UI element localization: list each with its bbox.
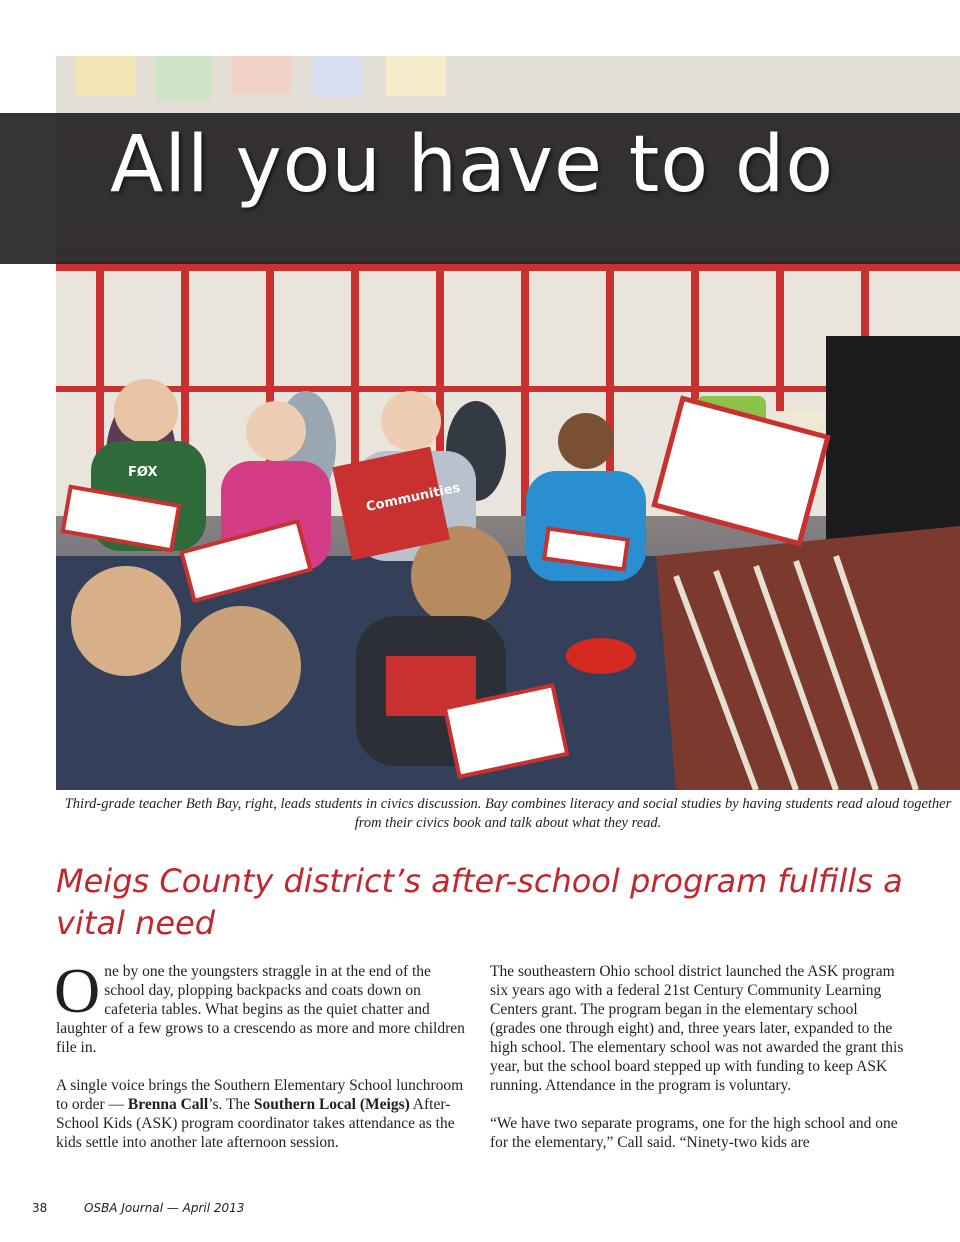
journal-footer: OSBA Journal — April 2013 bbox=[84, 1201, 245, 1215]
shirt-logo-text: FØX bbox=[128, 465, 158, 480]
paragraph-text: After-School Kids (ASK) program coordinator takes attendance as the kids settle into another late afternoon session. bbox=[56, 1096, 455, 1151]
district-name: Southern Local (Meigs) bbox=[253, 1096, 410, 1113]
paragraph-text: ’s. The bbox=[208, 1096, 254, 1113]
book-title-text: Communities bbox=[364, 480, 462, 516]
article-subhead: Meigs County district’s after-school program fulfills a vital need bbox=[56, 862, 903, 942]
drop-cap: O bbox=[54, 955, 101, 1026]
article-paragraph bbox=[54, 955, 470, 1057]
person-name: Brenna Call bbox=[127, 1096, 209, 1113]
article-column-right bbox=[490, 962, 904, 1171]
page-number: 38 bbox=[32, 1201, 48, 1215]
article-column-left bbox=[54, 955, 470, 1171]
article-paragraph bbox=[56, 1076, 470, 1152]
page-title: All you have to do bbox=[110, 120, 835, 210]
article-paragraph: The southeastern Ohio school district launched the ASK program six years ago with a federal 21st Century Community Learning Centers grant. The program began in the elementary school (grades one through eight) and, three years later, expanded to the high school. The elementary school was not awarded the grant this year, but the school board stepped up with funding to keep ASK running. Attendance in the program is voluntary. bbox=[490, 963, 904, 1094]
photo-caption: Third-grade teacher Beth Bay, right, leads students in civics discussion. Bay combines literacy and social studies by having students read aloud together from their civics book and talk about what they read. bbox=[64, 796, 952, 831]
paragraph-text: A single voice brings the Southern Elementary School lunchroom to order — bbox=[56, 1077, 464, 1113]
paragraph-text: ne by one the youngsters straggle in at the end of the school day, plopping backpacks and coats down on cafeteria tables. What begins as the quiet chatter and laughter of a few grows to a crescendo as more and more children file in. bbox=[56, 963, 465, 1056]
article-paragraph: “We have two separate programs, one for the high school and one for the elementary,” Call said. “Ninety-two kids are bbox=[490, 1115, 898, 1151]
